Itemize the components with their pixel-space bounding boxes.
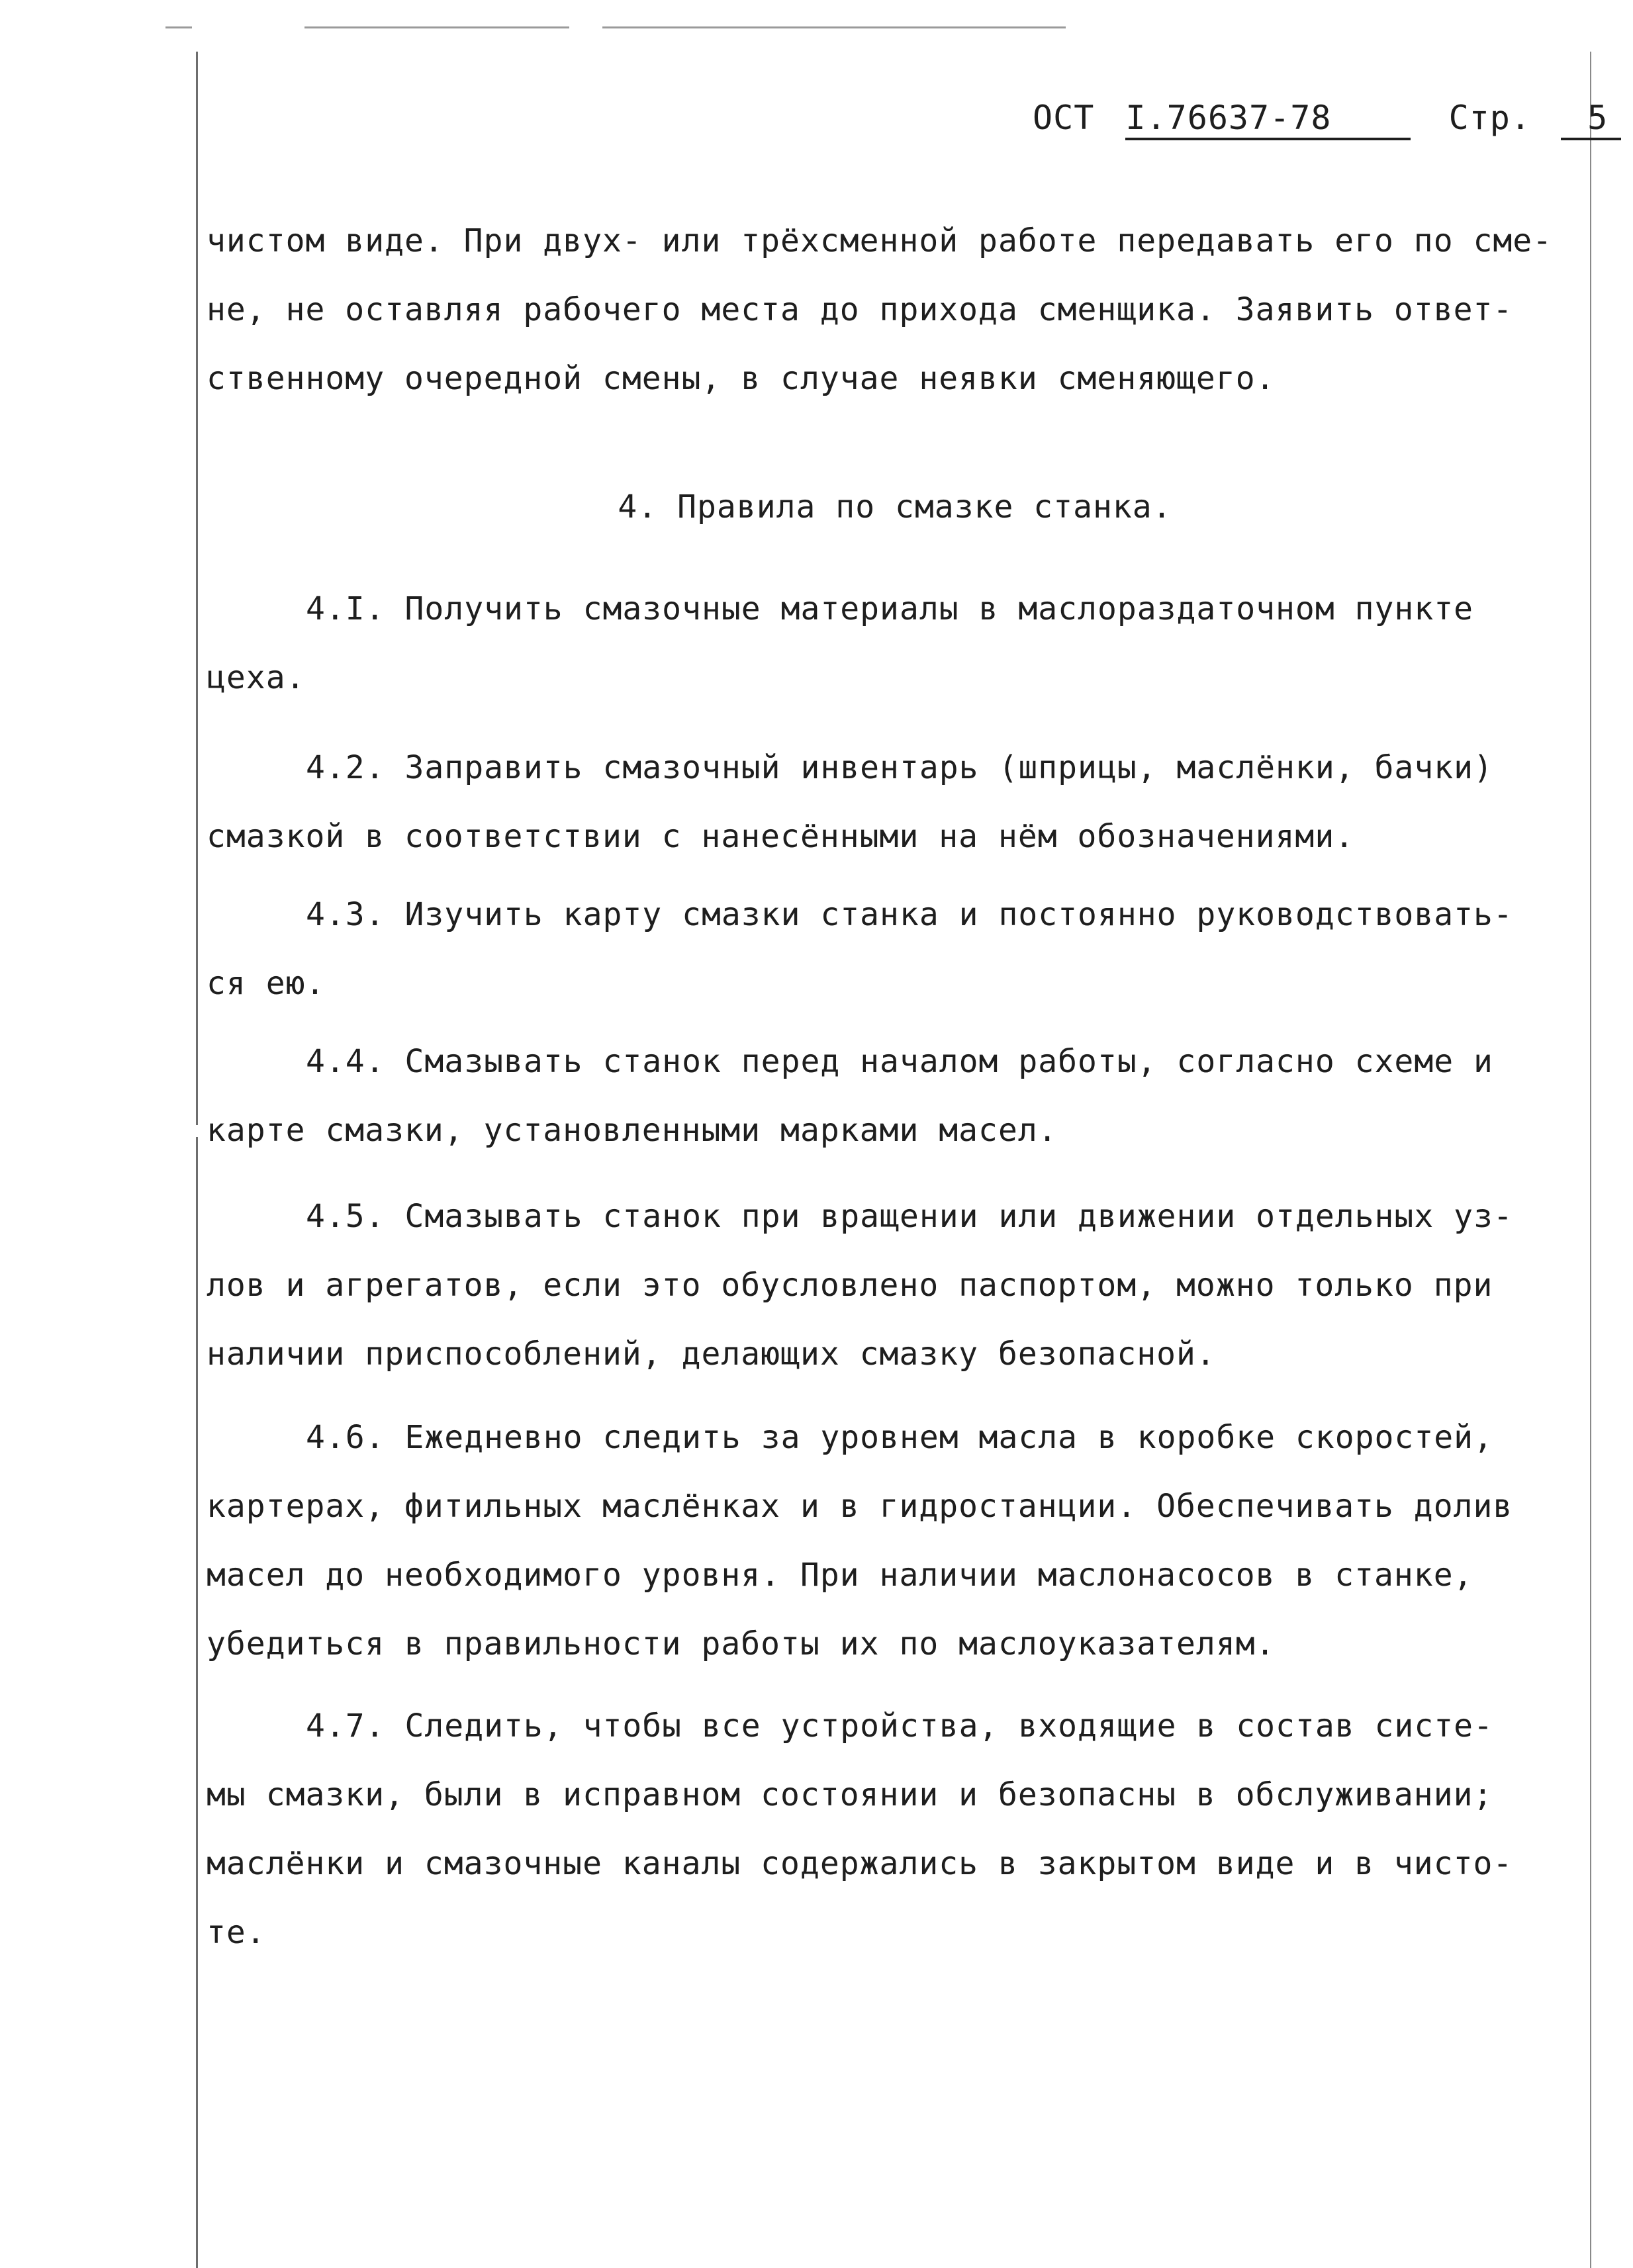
- text-line: ственному очередной смены, в случае неявки сменяющего.: [207, 360, 1276, 397]
- text-line: ся ею.: [207, 965, 326, 1002]
- text-line: наличии приспособлений, делающих смазку безопасной.: [207, 1336, 1216, 1373]
- text-line: масел до необходимого уровня. При наличии маслонасосов в станке,: [207, 1557, 1473, 1594]
- text-line: лов и агрегатов, если это обусловлено паспортом, можно только при: [207, 1267, 1493, 1304]
- intro-paragraph: [207, 206, 1583, 413]
- page-number: 5: [1561, 98, 1621, 140]
- text-line: картерах, фитильных маслёнках и в гидростанции. Обеспечивать долив: [207, 1488, 1513, 1525]
- scan-artifact-dash: [602, 26, 1066, 28]
- standard-label: ОСТ: [1033, 99, 1095, 137]
- text-line: чистом виде. При двух- или трёхсменной работе передавать его по сме-: [207, 222, 1553, 259]
- item-4-4: [207, 1027, 1583, 1165]
- text-line: 4.5. Смазывать станок при вращении или движении отдельных уз-: [306, 1198, 1513, 1235]
- item-4-7: [207, 1692, 1583, 1967]
- text-line: те.: [207, 1914, 266, 1951]
- standard-number: I.76637-78: [1125, 98, 1411, 140]
- item-4-3: [207, 880, 1583, 1018]
- text-line: 4.4. Смазывать станок перед началом работы, согласно схеме и: [306, 1043, 1493, 1080]
- page-label: Стр.: [1448, 99, 1531, 137]
- text-line: 4.2. Заправить смазочный инвентарь (шприцы, маслёнки, бачки): [306, 749, 1493, 786]
- text-line: убедиться в правильности работы их по маслоуказателям.: [207, 1625, 1276, 1662]
- scan-artifact-dash: [165, 26, 192, 28]
- text-line: 4.3. Изучить карту смазки станка и постоянно руководствовать-: [306, 896, 1513, 933]
- item-4-2: [207, 733, 1583, 871]
- item-4-6: [207, 1403, 1583, 1678]
- page-header: [1033, 91, 1609, 144]
- text-line: маслёнки и смазочные каналы содержались в закрытом виде и в чисто-: [207, 1845, 1513, 1882]
- scan-artifact-dash: [304, 26, 569, 28]
- text-line: цеха.: [207, 659, 306, 696]
- item-4-1: [207, 574, 1583, 712]
- left-margin-rule: [196, 52, 198, 2268]
- left-margin-rule-gap: [192, 1125, 201, 1137]
- text-line: 4.I. Получить смазочные материалы в маслораздаточном пункте: [306, 590, 1474, 627]
- section-heading: 4. Правила по смазке станка.: [618, 488, 1172, 525]
- text-line: мы смазки, были в исправном состоянии и безопасны в обслуживании;: [207, 1776, 1493, 1813]
- item-4-5: [207, 1182, 1583, 1388]
- text-line: смазкой в соответствии с нанесёнными на нём обозначениями.: [207, 818, 1355, 855]
- right-margin-rule: [1590, 52, 1591, 2268]
- text-line: не, не оставляя рабочего места до прихода сменщика. Заявить ответ-: [207, 291, 1513, 328]
- text-line: 4.6. Ежедневно следить за уровнем масла в коробке скоростей,: [306, 1419, 1493, 1456]
- text-line: карте смазки, установленными марками масел.: [207, 1112, 1058, 1149]
- text-line: 4.7. Следить, чтобы все устройства, входящие в состав систе-: [306, 1707, 1493, 1745]
